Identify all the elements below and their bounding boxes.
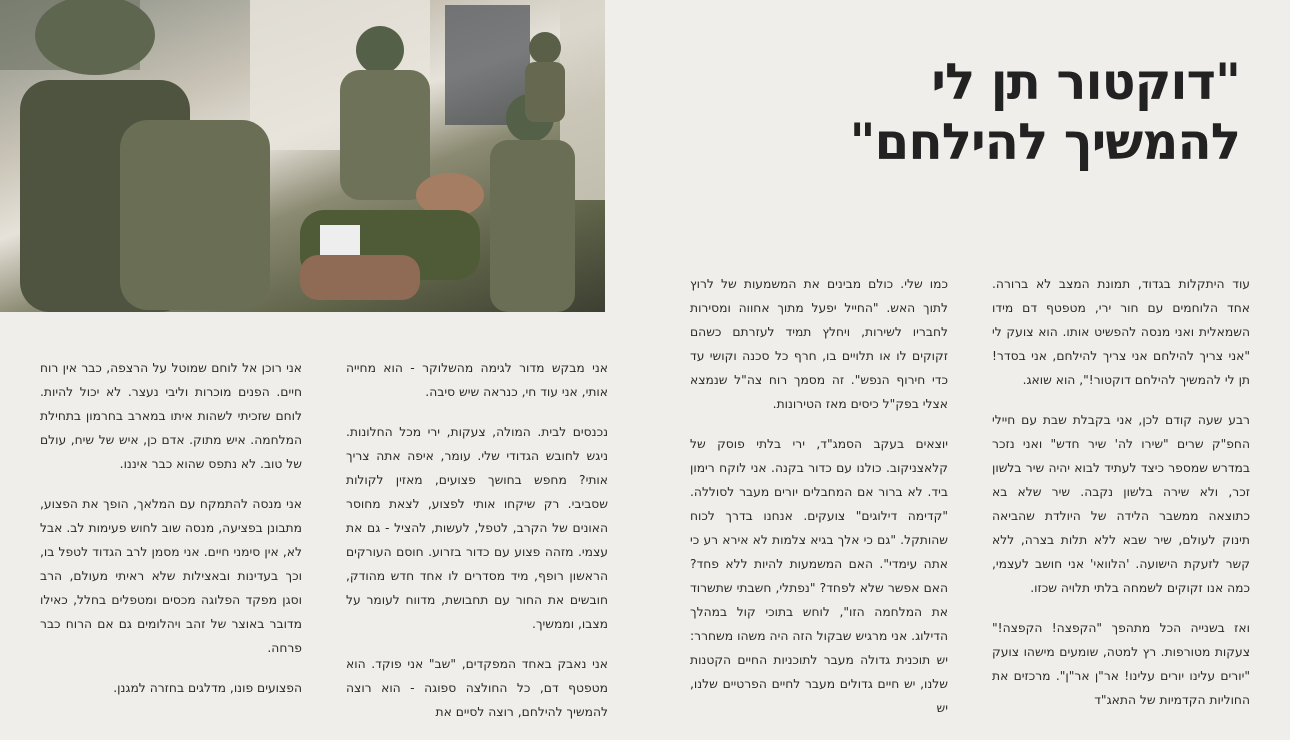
photo-illustration (0, 0, 605, 312)
paragraph: אני מבקש מדור לגימה מהשלוקר - הוא מחייה אותי, אני עוד חי, כנראה שיש סיבה. (346, 361, 608, 399)
article-column-4 (40, 356, 302, 716)
paragraph: אני נאבק באחד המפקדים, "שב" אני פוקד. הוא מטפטף דם, כל החולצה ספוגה - הוא רוצה להמשיך להילחם, רוצה לסיים את (346, 657, 608, 719)
soldiers-photo (0, 0, 605, 312)
article-column-1 (992, 272, 1250, 728)
paragraph: אני רוכן אל לוחם שמוטל על הרצפה, כבר אין רוח חיים. הפנים מוכרות וליבי נעצר. לא יכול להיות. לוחם שזכיתי לשהות איתו במארב בחרמון בתחילת המלחמה. איש מתוק. אדם כן, איש של שיח, עולם של טוב. לא נתפס שהוא כבר איננו. (40, 361, 302, 471)
paragraph: יוצאים בעקב הסמג"ד, ירי בלתי פוסק של קלאצניקוב. כולנו עם כדור בקנה. אני לוקח רימון ביד. לא ברור אם המחבלים יורים מעבר לסוללה. "קדימה דילוגים" צועקים. אנחנו בדרך לכוח שהותקל. "גם כי אלך בגיא צלמות לא אירא רע כי אתה עימדי". האם המשמעות להיות ללא פחד? האם אפשר שלא לפחד? "נפתלי, חשבתי שתשרוד את המלחמה הזו", לוחש בתוכי קול במהלך הדילוג. אני מרגיש שבקול הזה היה משהו משחרר: יש תוכנית גדולה מעבר לתוכניות החיים הקטנות שלנו, יש חיים גדולים מעבר לחיים הפרטיים שלנו, יש (690, 437, 948, 715)
article-column-3 (346, 356, 608, 740)
paragraph: הפצועים פונו, מדלגים בחזרה למגנן. (113, 681, 302, 695)
paragraph: כמו שלי. כולם מבינים את המשמעות של לרוץ לתוך האש. "החייל יפעל מתוך אחווה ומסירות לחבריו לשירות, ויחלץ תמיד לעזרתם כשהם זקוקים לו או תלויים בו, חרף כל סכנה וקושי עד כדי חירוף הנפש". זה מסמך רוח צה"ל שנמצא אצלי בפק"ל כיסים מאז הטירונות. (690, 277, 948, 411)
paragraph: אני מנסה להתמקח עם המלאך, הופך את הפצוע, מתבונן בפציעה, מנסה שוב לחוש פעימות לב. אבל לא, אין סימני חיים. אני מסמן לרב הגדוד לטפל בו, וכך בעדינות ובאצילות שלא ראיתי מעולם, הרב וסגן מפקד הפלוגה מכסים ומטפלים בחלל, כאילו מדובר באוצר של זהב ויהלומים גם אם הרוח כבר פרחה. (40, 497, 302, 655)
headline-line-1: "דוקטור תן לי (931, 53, 1240, 111)
article-column-2 (690, 272, 948, 736)
article-headline (700, 52, 1240, 172)
paragraph: רבע שעה קודם לכן, אני בקבלת שבת עם חיילי החפ"ק שרים "שירו לה' שיר חדש" ואני נזכר במדרש שמספר כיצד לעתיד לבוא יהיה שיר בלשון זכר, ולא שירה בלשון נקבה. שיר שלא בא כתוצאה ממשבר הלידה של היולדת שהביאה תינוק לעולם, שיר שבא ללא תלות בצרה, ללא קשר לזעקת הישועה. 'הלוואי' אני חושב לעצמי, כמה אנו זקוקים לשמחה בלתי תלויה שכזו. (992, 413, 1250, 595)
paragraph: ואז בשנייה הכל מתהפך "הקפצה! הקפצה!" צעקות מטורפות. רץ למטה, שומעים מישהו צועק "יורים עלינו יורים עלינו! אר"ן אר"ן". מרכזים את החוליות הקדמיות של התאג"ד (992, 621, 1250, 707)
paragraph: נכנסים לבית. המולה, צעקות, ירי מכל החלונות. ניגש לחובש הגדודי שלי. עומר, איפה אתה צריך אותי? מחפש בחושך פצועים, מאזין לקולות שסביבי. רק שיקחו אותי לפצוע, לצאת מחוסר האונים של הקרב, לטפל, לעשות, להציל - גם את עצמי. מזהה פצוע עם כדור בזרוע. חוסם העורקים הראשון רופף, מיד מסדרים לו אחד חדש מהודק, חובשים את החור עם תחבושת, מדווח לעומר על מצבו, וממשיך. (346, 425, 608, 631)
headline-line-2: להמשיך להילחם" (849, 113, 1240, 171)
paragraph: עוד היתקלות בגדוד, תמונת המצב לא ברורה. אחד הלוחמים עם חור ירי, מטפטף דם מידו השמאלית ואני מנסה להפשיט אותו. הוא צועק לי "אני צריך להילחם אני צריך להילחם, אני בסדר! תן לי להמשיך להילחם דוקטור!", הוא שואג. (992, 277, 1250, 387)
